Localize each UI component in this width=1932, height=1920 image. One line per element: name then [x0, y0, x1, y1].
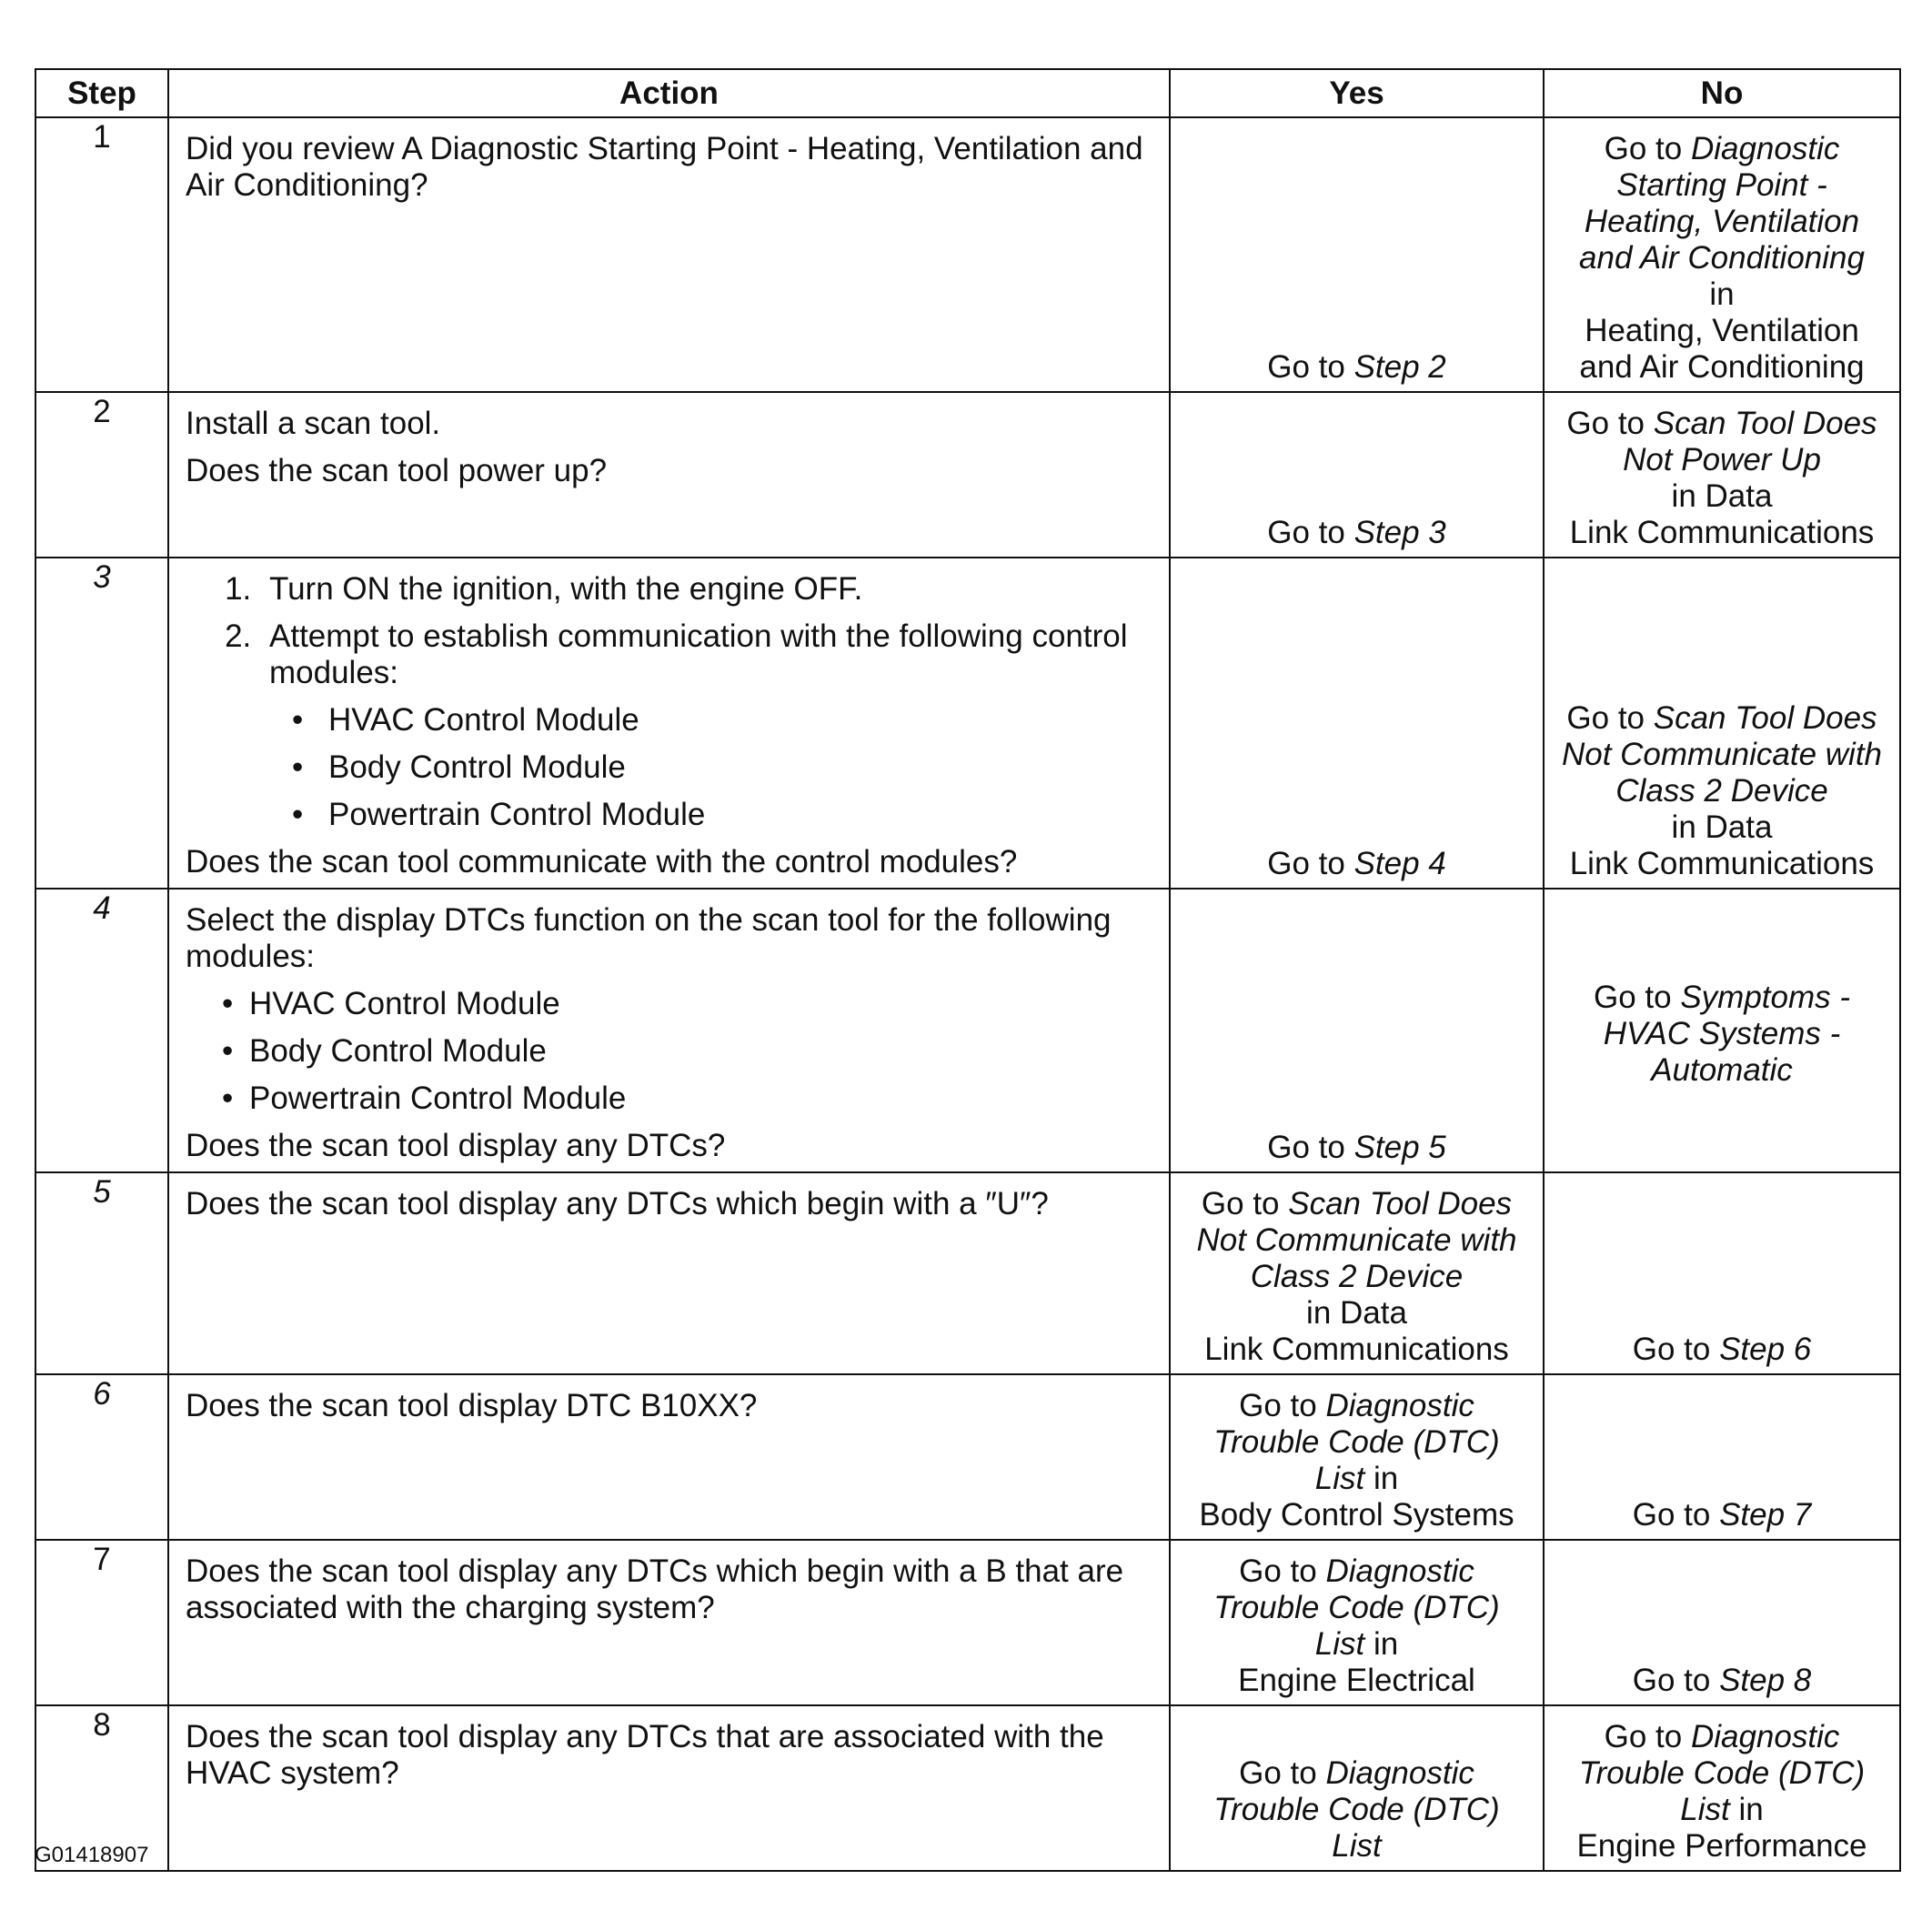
no-line — [1550, 406, 1894, 442]
no-line — [1550, 204, 1894, 240]
line-link-text: Automatic — [1651, 1052, 1793, 1088]
yes-line — [1176, 1553, 1537, 1590]
table-row — [35, 1705, 1900, 1871]
table-row — [35, 558, 1900, 889]
table-row — [35, 392, 1900, 558]
yes-cell — [1170, 558, 1544, 889]
yes-line — [1176, 349, 1537, 386]
action-cell — [168, 1172, 1170, 1374]
line-link-text: List — [1680, 1792, 1730, 1827]
no-cell — [1544, 1172, 1900, 1374]
line-text: Link Communications — [1569, 846, 1875, 881]
line-text: Go to — [1239, 1553, 1326, 1589]
line-link-text: Scan Tool Does — [1653, 406, 1877, 441]
line-text: Link Communications — [1569, 515, 1875, 550]
yes-cell — [1170, 1374, 1544, 1540]
line-text: in — [1364, 1461, 1399, 1496]
line-text: Go to — [1632, 1663, 1720, 1698]
step-number: 4 — [35, 889, 168, 1172]
line-link-text: Step 8 — [1719, 1663, 1812, 1698]
line-link-text: Step 2 — [1353, 349, 1446, 385]
action-cell — [168, 889, 1170, 1172]
action-cell — [168, 1540, 1170, 1705]
action-cell — [168, 117, 1170, 392]
no-line — [1550, 515, 1894, 551]
line-text: Engine Electrical — [1238, 1663, 1475, 1698]
line-text: in Data — [1671, 809, 1773, 845]
yes-cell — [1170, 392, 1544, 558]
line-text: Go to — [1267, 1130, 1354, 1165]
yes-line — [1176, 1792, 1537, 1828]
no-line — [1550, 1828, 1894, 1865]
yes-line — [1176, 1222, 1537, 1259]
no-line — [1550, 1755, 1894, 1792]
action-text: Does the scan tool display DTC B10XX? — [186, 1388, 758, 1423]
action-text: Install a scan tool. — [186, 406, 441, 441]
list-item: 1. Turn ON the ignition, with the engine OFF. — [260, 571, 1154, 608]
header-no: No — [1544, 69, 1900, 117]
no-line — [1550, 1332, 1894, 1368]
line-link-text: List — [1314, 1626, 1365, 1662]
line-link-text: Step 3 — [1353, 515, 1446, 550]
bullet-item: • Powertrain Control Module — [292, 797, 706, 832]
numbered-list — [186, 571, 1154, 833]
action-text: Does the scan tool display any DTCs which begin with a B that are associated with the charging system? — [186, 1553, 1124, 1625]
bullet-item: • Body Control Module — [222, 1033, 547, 1069]
line-link-text: Not Communicate with — [1561, 737, 1883, 772]
line-link-text: Step 7 — [1719, 1497, 1812, 1533]
line-link-text: Trouble Code (DTC) — [1578, 1755, 1866, 1791]
no-line — [1550, 240, 1894, 276]
line-text: Go to — [1593, 980, 1681, 1015]
line-link-text: and Air Conditioning — [1579, 240, 1865, 276]
line-text: Go to — [1604, 131, 1691, 166]
action-text: Select the display DTCs function on the scan tool for the following modules: — [186, 902, 1112, 974]
table-row — [35, 889, 1900, 1172]
yes-line — [1176, 1332, 1537, 1368]
step-number: 3 — [35, 558, 168, 889]
yes-line — [1176, 1663, 1537, 1699]
no-cell — [1544, 1705, 1900, 1871]
line-link-text: Scan Tool Does — [1653, 700, 1877, 736]
step-number: 2 — [35, 392, 168, 558]
no-cell — [1544, 889, 1900, 1172]
line-link-text: Not Communicate with — [1196, 1222, 1517, 1258]
bullet-item: • Body Control Module — [292, 749, 626, 785]
yes-cell — [1170, 1540, 1544, 1705]
no-cell — [1544, 117, 1900, 392]
line-link-text: Step 6 — [1719, 1332, 1812, 1367]
list-item — [260, 618, 1154, 833]
action-cell — [168, 1374, 1170, 1540]
yes-line — [1176, 1590, 1537, 1626]
line-text: in — [1729, 1792, 1764, 1827]
line-text: Go to — [1267, 515, 1354, 550]
no-line — [1550, 809, 1894, 846]
table-row — [35, 1172, 1900, 1374]
step-number: 8 — [35, 1705, 168, 1871]
header-yes: Yes — [1170, 69, 1544, 117]
line-text: Go to — [1632, 1497, 1720, 1533]
yes-cell — [1170, 117, 1544, 392]
no-cell — [1544, 558, 1900, 889]
no-line — [1550, 1016, 1894, 1052]
diagnostic-table — [35, 68, 1901, 1872]
line-link-text: Diagnostic — [1325, 1755, 1474, 1791]
line-link-text: HVAC Systems - — [1603, 1016, 1841, 1051]
action-question: Does the scan tool communicate with the control modules? — [186, 844, 1018, 880]
line-text: Go to — [1267, 846, 1354, 881]
line-text: Body Control Systems — [1199, 1497, 1514, 1533]
step-number: 5 — [35, 1172, 168, 1374]
yes-line — [1176, 846, 1537, 882]
line-link-text: Diagnostic — [1325, 1553, 1474, 1589]
bullet-list — [269, 702, 1154, 833]
step-number: 6 — [35, 1374, 168, 1540]
line-text: Go to — [1566, 406, 1654, 441]
yes-line — [1176, 1259, 1537, 1295]
no-line — [1550, 980, 1894, 1016]
no-cell — [1544, 1374, 1900, 1540]
bullet-item: • HVAC Control Module — [222, 986, 560, 1021]
figure-id: G01418907 — [35, 1843, 149, 1867]
line-link-text: Step 4 — [1353, 846, 1446, 881]
line-link-text: Trouble Code (DTC) — [1213, 1424, 1500, 1460]
line-link-text: Scan Tool Does — [1288, 1186, 1513, 1221]
action-text: Does the scan tool display any DTCs which begin with a ″U″? — [186, 1186, 1049, 1221]
line-text: Go to — [1604, 1719, 1691, 1754]
table-row — [35, 1540, 1900, 1705]
line-text: and Air Conditioning — [1579, 349, 1865, 385]
line-text: Link Communications — [1204, 1332, 1509, 1367]
line-text: in Data — [1671, 478, 1773, 514]
yes-cell — [1170, 1705, 1544, 1871]
line-text: Engine Performance — [1576, 1828, 1867, 1864]
no-cell — [1544, 392, 1900, 558]
yes-line — [1176, 1186, 1537, 1222]
yes-line — [1176, 1626, 1537, 1663]
action-cell — [168, 558, 1170, 889]
line-text: Go to — [1267, 349, 1354, 385]
no-line — [1550, 737, 1894, 773]
no-line — [1550, 349, 1894, 386]
line-link-text: Class 2 Device — [1250, 1259, 1464, 1294]
yes-line — [1176, 1130, 1537, 1166]
bullet-item: • HVAC Control Module — [292, 702, 639, 738]
no-line — [1550, 773, 1894, 809]
no-line — [1550, 846, 1894, 882]
no-line — [1550, 1792, 1894, 1828]
action-cell — [168, 392, 1170, 558]
yes-cell — [1170, 889, 1544, 1172]
line-link-text: Trouble Code (DTC) — [1213, 1590, 1500, 1625]
yes-line — [1176, 1755, 1537, 1792]
line-link-text: Not Power Up — [1623, 442, 1821, 477]
list-item-text: Attempt to establish communication with the following control modules: — [269, 618, 1128, 690]
line-link-text: List — [1314, 1461, 1365, 1496]
bullet-item: • Powertrain Control Module — [222, 1081, 627, 1116]
header-step: Step — [35, 69, 168, 117]
no-line — [1550, 1663, 1894, 1699]
line-link-text: Diagnostic — [1325, 1388, 1474, 1423]
action-text: Did you review A Diagnostic Starting Point - Heating, Ventilation and Air Conditioning? — [186, 131, 1143, 203]
yes-line — [1176, 1295, 1537, 1332]
line-text: in — [1364, 1626, 1399, 1662]
line-text: Go to — [1239, 1388, 1326, 1423]
no-cell — [1544, 1540, 1900, 1705]
yes-line — [1176, 1424, 1537, 1461]
line-link-text: Starting Point - — [1616, 167, 1827, 203]
line-link-text: Trouble Code (DTC) — [1213, 1792, 1500, 1827]
no-line — [1550, 167, 1894, 204]
action-text: Does the scan tool display any DTCs that are associated with the HVAC system? — [186, 1719, 1104, 1791]
yes-line — [1176, 1461, 1537, 1497]
line-link-text: Step 5 — [1353, 1130, 1446, 1165]
yes-line — [1176, 1828, 1537, 1865]
line-link-text: Class 2 Device — [1615, 773, 1828, 809]
line-link-text: Heating, Ventilation — [1584, 204, 1860, 239]
bullet-list — [186, 986, 1154, 1117]
table-row — [35, 1374, 1900, 1540]
line-text: in — [1709, 276, 1735, 312]
step-number: 7 — [35, 1540, 168, 1705]
yes-line — [1176, 1388, 1537, 1424]
line-link-text: Diagnostic — [1690, 131, 1840, 166]
line-text: Go to — [1632, 1332, 1720, 1367]
no-line — [1550, 1052, 1894, 1089]
line-text: in Data — [1306, 1295, 1407, 1331]
line-link-text: Symptoms - — [1680, 980, 1851, 1015]
yes-line — [1176, 1497, 1537, 1533]
line-text: Go to — [1239, 1755, 1326, 1791]
action-question: Does the scan tool display any DTCs? — [186, 1128, 726, 1163]
action-question: Does the scan tool power up? — [186, 453, 608, 488]
line-link-text: List — [1332, 1828, 1382, 1864]
line-link-text: Diagnostic — [1690, 1719, 1840, 1754]
yes-cell — [1170, 1172, 1544, 1374]
step-number: 1 — [35, 117, 168, 392]
line-text: Go to — [1566, 700, 1654, 736]
table-row — [35, 117, 1900, 392]
yes-line — [1176, 515, 1537, 551]
no-line — [1550, 1497, 1894, 1533]
no-line — [1550, 700, 1894, 737]
header-action: Action — [168, 69, 1170, 117]
no-line — [1550, 1719, 1894, 1755]
line-text: Go to — [1201, 1186, 1289, 1221]
no-line — [1550, 131, 1894, 167]
no-line — [1550, 442, 1894, 478]
no-line — [1550, 276, 1894, 313]
header-row — [35, 69, 1900, 117]
line-text: Heating, Ventilation — [1585, 313, 1859, 348]
no-line — [1550, 313, 1894, 349]
action-cell — [168, 1705, 1170, 1871]
no-line — [1550, 478, 1894, 515]
